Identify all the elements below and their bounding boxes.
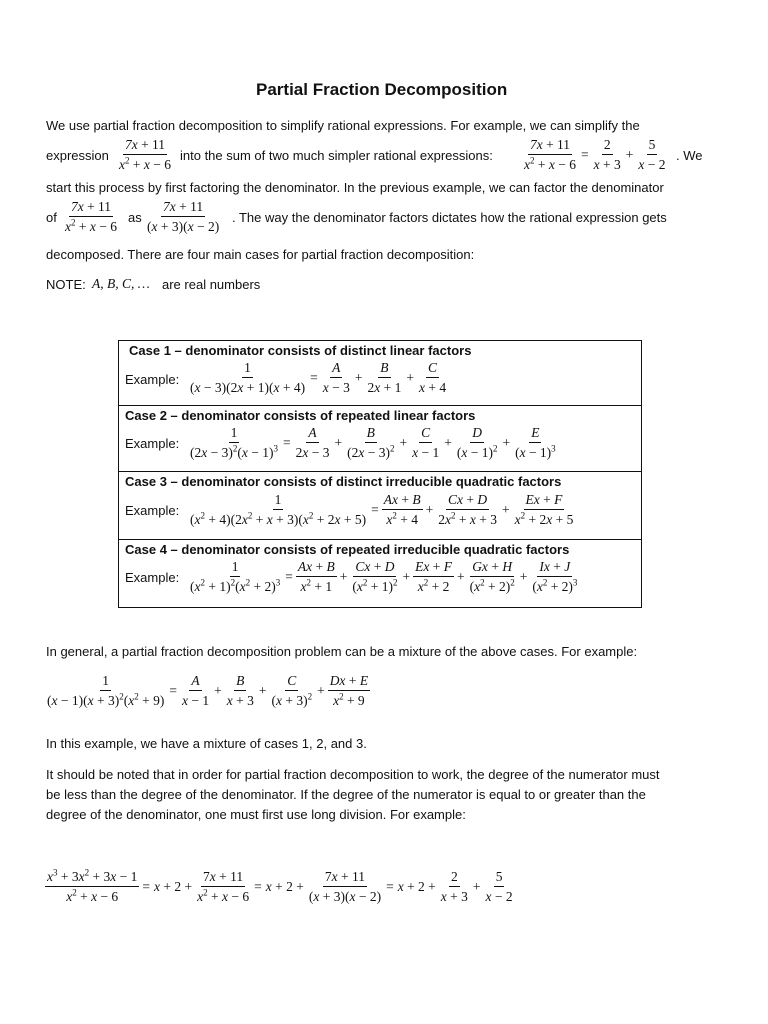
intro-line-2-c: . We (676, 148, 703, 163)
case-1-title: Case 1 – denominator consists of distinct linear factors (129, 343, 472, 358)
intro-line-3: start this process by first factoring the denominator. In the previous example, we can factor the denominator (46, 180, 664, 195)
note-text: are real numbers (162, 277, 261, 292)
note-variables: A, B, C, … (92, 276, 150, 291)
intro-line-4-a: of (46, 210, 57, 225)
general-text: In general, a partial fraction decomposition problem can be a mixture of the above cases. For example: (46, 644, 638, 659)
case-2-title: Case 2 – denominator consists of repeated linear factors (125, 408, 476, 423)
intro-line-2-b: into the sum of two much simpler rational expressions: (180, 148, 493, 163)
case-4-equation: $\frac{1}{(x^2 + 1)^2(x^2 + 2)^3}$ = $\frac{Ax + B}{x^2 + 1}$ + $\frac{Cx + D}{(x^2 + 1)^2}$ + $\frac{Ex + F}{x^2 + 2}$ + $\frac{Gx + H}{(x^2 + 2)^2}$ + $\frac{Ix + J}{(x^2 + 2)^3}$ (190, 559, 578, 594)
intro-line-2-a: expression (46, 148, 109, 163)
case-3-equation: $\frac{1}{(x^2 + 4)(2x^2 + x + 3)(x^2 + 2x + 5)}$ = $\frac{Ax + B}{x^2 + 4}$ + $\frac{Cx + D}{2x^2 + x + 3}$ + $\frac{Ex + F}{x^2 + 2x + 5}$ (190, 492, 574, 527)
case-2-example-label: Example: (125, 436, 180, 451)
page-title: Partial Fraction Decomposition (256, 80, 508, 99)
equation-factoring-original: $\frac{7x + 11}{x^2 + x - 6}$ (65, 199, 117, 234)
case-2-equation: $\frac{1}{(2x - 3)^2(x - 1)^3}$ = $\frac{A}{2x - 3}$ + $\frac{B}{(2x - 3)^2}$ + $\frac{C}{x - 1}$ + $\frac{D}{(x - 1)^2}$ + $\frac{E}{(x - 1)^3}$ (190, 425, 556, 460)
intro-line-4-b: as (128, 210, 142, 225)
intro-line-5: decomposed. There are four main cases for partial fraction decomposition: (46, 247, 475, 262)
case-4-title: Case 4 – denominator consists of repeated irreducible quadratic factors (125, 542, 570, 557)
equation-example-decomposition: $\frac{7x + 11}{x^2 + x - 6}$ = $\frac{2}{x + 3}$ + $\frac{5}{x - 2}$ (524, 137, 666, 172)
degree-line-1: It should be noted that in order for partial fraction decomposition to work, the degree of the numerator must (46, 767, 660, 782)
mixture-equation: $\frac{1}{(x - 1)(x + 3)^2(x^2 + 9)}$ = $\frac{A}{x - 1}$ + $\frac{B}{x + 3}$ + $\frac{C}{(x + 3)^2}$ + $\frac{Dx + E}{x^2 + 9}$ (47, 673, 369, 708)
intro-line-1: We use partial fraction decomposition to simplify rational expressions. For example, we can simplify the (46, 118, 640, 133)
case-1-equation: $\frac{1}{(x - 3)(2x + 1)(x + 4)}$ = $\frac{A}{x - 3}$ + $\frac{B}{2x + 1}$ + $\frac{C}{x + 4}$ (190, 360, 447, 395)
case-1-example-label: Example: (125, 372, 180, 387)
case-divider (119, 405, 641, 406)
case-4-example-label: Example: (125, 570, 180, 585)
case-3-title: Case 3 – denominator consists of distinct irreducible quadratic factors (125, 474, 562, 489)
long-division-equation: $\frac{x^3 + 3x^2 + 3x - 1}{x^2 + x - 6}$ = x + 2 + $\frac{7x + 11}{x^2 + x - 6}$ = x + 2 + $\frac{7x + 11}{(x + 3)(x - 2)}$ = x + 2 + $\frac{2}{x + 3}$ + $\frac{5}{x - 2}$ (47, 867, 513, 904)
case-divider (119, 471, 641, 472)
case-3-example-label: Example: (125, 503, 180, 518)
degree-line-3: degree of the denominator, one must first use long division. For example: (46, 807, 466, 822)
equation-factoring-factored: $\frac{7x + 11}{(x + 3)(x - 2)}$ (147, 199, 220, 234)
note-label: NOTE: (46, 277, 86, 292)
degree-line-2: be less than the degree of the denominator. If the degree of the numerator is equal to or greater than the (46, 787, 646, 802)
mixture-text: In this example, we have a mixture of cases 1, 2, and 3. (46, 736, 367, 751)
case-divider (119, 539, 641, 540)
equation-example-fraction: $\frac{7x + 11}{x^2 + x - 6}$ (119, 137, 171, 172)
intro-line-4-c: . The way the denominator factors dictates how the rational expression gets (232, 210, 667, 225)
cases-table (118, 340, 642, 608)
